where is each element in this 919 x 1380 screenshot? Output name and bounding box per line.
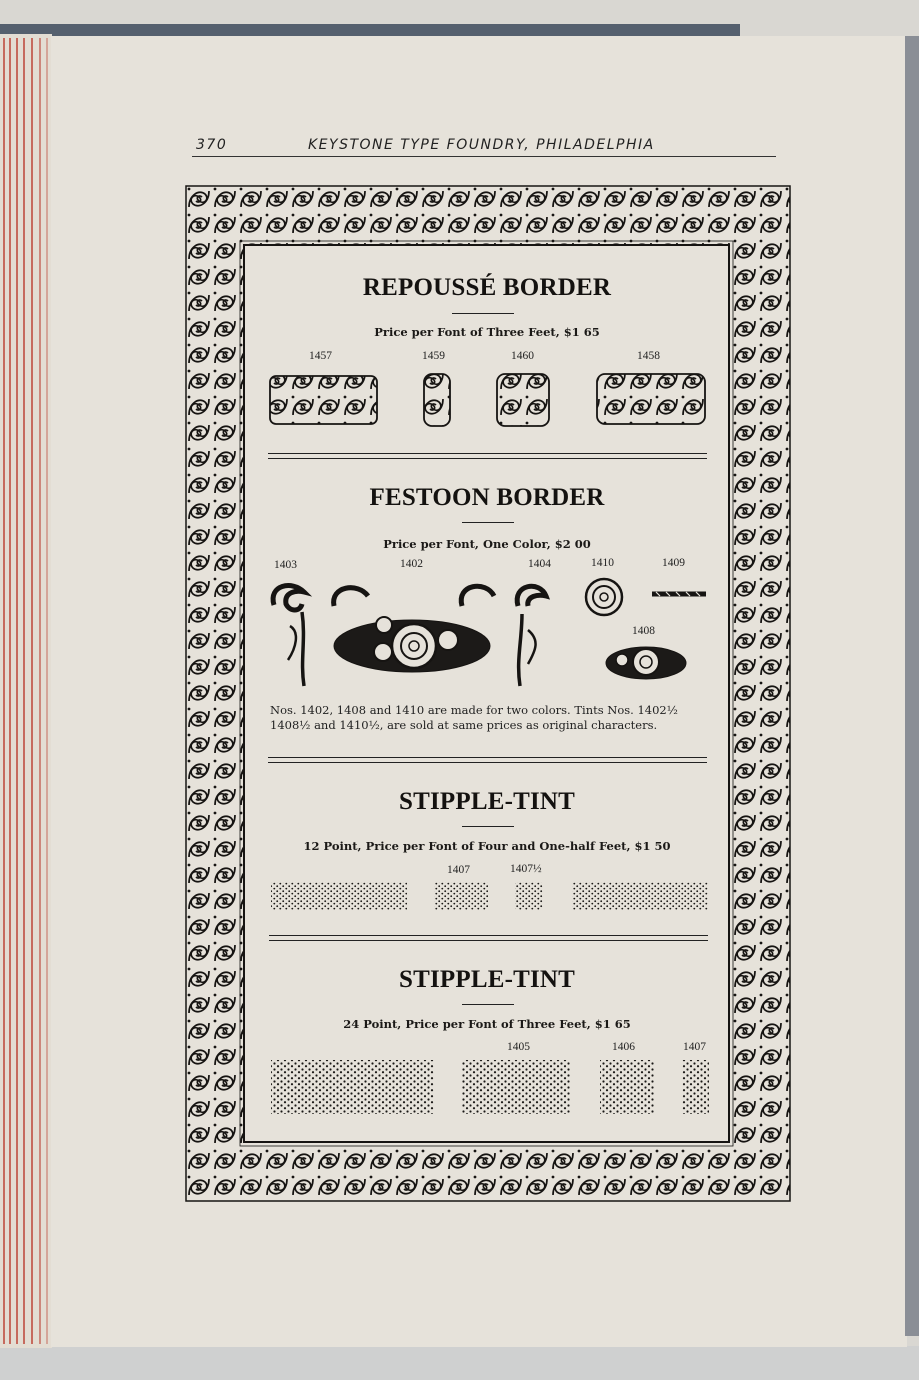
note-line: 1408½ and 1410½, are sold at same prices as original characters. <box>270 718 658 732</box>
section-title-repousse: REPOUSSÉ BORDER <box>362 274 612 301</box>
stipple-24pt-samples <box>271 1060 709 1114</box>
header-rule <box>192 156 776 157</box>
price-line: 12 Point, Price per Font of Four and One-half Feet, $1 50 <box>303 839 671 853</box>
price-line: Price per Font, One Color, $2 00 <box>383 537 591 551</box>
scroll-ornament-icon <box>270 376 377 424</box>
font-number: 1408 <box>632 625 655 637</box>
font-number: 1405 <box>507 1041 530 1053</box>
price-line: Price per Font of Three Feet, $1 65 <box>374 325 600 339</box>
font-number: 1407 <box>447 864 470 876</box>
title-rule <box>462 1004 514 1005</box>
font-number: 1407½ <box>510 863 542 875</box>
font-number: 1409 <box>662 557 685 569</box>
font-number: 1460 <box>511 350 534 362</box>
font-number: 1407 <box>683 1041 706 1053</box>
font-number: 1457 <box>309 350 332 362</box>
rose-spray-icon <box>606 647 686 679</box>
double-rule <box>269 935 708 941</box>
page-number: 370 <box>196 137 228 153</box>
double-rule <box>268 757 707 763</box>
price-line: 24 Point, Price per Font of Three Feet, $1 65 <box>343 1017 631 1031</box>
font-number: 1403 <box>274 559 297 571</box>
rose-icon <box>586 579 622 615</box>
scroll-ornament-icon <box>497 374 549 426</box>
running-head: KEYSTONE TYPE FOUNDRY, PHILADELPHIA <box>308 137 655 153</box>
note-line: Nos. 1402, 1408 and 1410 are made for two colors. Tints Nos. 1402½ <box>270 703 678 717</box>
font-number: 1458 <box>637 350 660 362</box>
font-number: 1459 <box>422 350 445 362</box>
scroll-ornament-icon <box>597 374 705 424</box>
title-rule <box>462 522 514 523</box>
double-rule <box>268 453 707 459</box>
section-title-stipple-12: STIPPLE-TINT <box>398 788 576 815</box>
section-title-festoon: FESTOON BORDER <box>369 484 605 511</box>
rope-twist-icon <box>652 592 706 596</box>
font-number: 1406 <box>612 1041 635 1053</box>
title-rule <box>452 313 514 314</box>
font-number: 1404 <box>528 558 551 570</box>
font-number: 1402 <box>400 558 423 570</box>
section-title-stipple-24: STIPPLE-TINT <box>398 966 576 993</box>
scroll-ornament-icon <box>424 374 450 426</box>
font-number: 1410 <box>591 557 614 569</box>
title-rule <box>462 826 514 827</box>
